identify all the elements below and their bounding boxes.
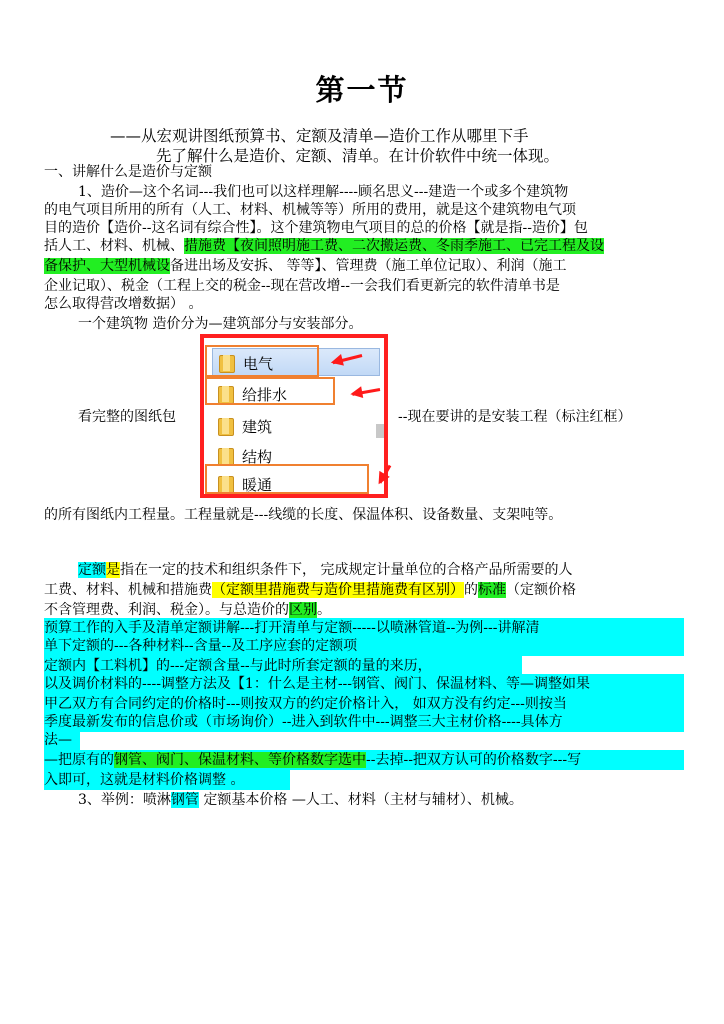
text-run: 括人工、材料、机械、 xyxy=(44,238,184,254)
folder-label: 结构 xyxy=(242,448,273,466)
folder-item-building[interactable] xyxy=(212,412,380,440)
highlight-green: 区别 xyxy=(289,602,317,618)
text-run: 定额基本价格 —人工、材料（主材与辅材）、机械。 xyxy=(198,792,523,808)
cyan-line: 定额内【工料机】的---定额含量--与此时所套定额的量的来历， xyxy=(44,656,522,676)
paragraph-line xyxy=(44,560,684,580)
cyan-line: 甲乙双方有合同约定的价格时---则按双方的约定价格计入， 如双方没有约定---则按当 xyxy=(44,694,684,714)
text-run: （定额价格 xyxy=(506,582,576,598)
highlight-cyan: 钢管 xyxy=(170,792,199,808)
subtitle-line-2: 先了解什么是造价、定额、清单。在计价软件中统一体现。 xyxy=(156,147,560,165)
cyan-line: 入即可，这就是材料价格调整 。 xyxy=(44,770,290,790)
highlight-box-plumbing xyxy=(205,377,335,405)
paragraph-line: 目的造价【造价--这名词有综合性】。这个建筑物电气项目的总的价格【就是指--造价】包 xyxy=(44,220,588,236)
highlight-green: 备保护、大型机械设 xyxy=(44,258,170,274)
highlight-box-electric xyxy=(205,345,319,377)
paragraph-line: 一个建筑物 造价分为—建筑部分与安装部分。 xyxy=(78,316,363,332)
folder-label: 建筑 xyxy=(242,418,273,436)
paragraph-line: --现在要讲的是安装工程（标注红框） xyxy=(398,409,632,425)
cyan-line: 季度最新发布的信息价或（市场询价）--进入到软件中---调整三大主材价格----具体方 xyxy=(44,712,684,732)
cyan-line: 法— xyxy=(44,730,80,750)
paragraph-line: 怎么取得营改增数据） 。 xyxy=(44,296,203,312)
cyan-line xyxy=(44,750,684,770)
paragraph-line xyxy=(44,580,684,600)
highlight-box-hvac xyxy=(205,464,369,494)
text-run: 3、举例：喷淋 xyxy=(78,792,171,808)
paragraph-line xyxy=(78,790,684,810)
page-title: 第一节 xyxy=(315,73,409,107)
scrollbar-thumb xyxy=(376,424,384,438)
highlight-yellow: 是 xyxy=(106,562,120,578)
cyan-line: 单下定额的---各种材料--含量--及工序应套的定额项 xyxy=(44,636,684,656)
subtitle-line-1: ——从宏观讲图纸预算书、定额及清单—造价工作从哪里下手 xyxy=(110,127,529,145)
paragraph-line: 看完整的图纸包 xyxy=(78,409,176,425)
text-run: 不含管理费、利润、税金）。与总造价的 xyxy=(44,602,289,618)
cyan-line: 预算工作的入手及清单定额讲解---打开清单与定额-----以喷淋管道--为例---讲解清 xyxy=(44,618,684,638)
folder-icon xyxy=(218,418,234,436)
text-run: —把原有的 xyxy=(44,752,114,768)
text-run: 的 xyxy=(464,582,478,598)
highlight-green: 标准 xyxy=(478,582,506,598)
highlight-green: 钢管、阀门、保温材料、等价格数字选中 xyxy=(114,752,366,768)
cyan-line: 以及调价材料的----调整方法及【1：什么是主材---钢管、阀门、保温材料、等—调整如果 xyxy=(44,674,684,694)
paragraph-line: 企业记取）、税金（工程上交的税金--现在营改增--一会我们看更新完的软件清单书是 xyxy=(44,278,560,294)
paragraph-line xyxy=(44,600,684,620)
paragraph-line xyxy=(44,256,684,276)
text-run: 指在一定的技术和组织条件下， 完成规定计量单位的合格产品所需要的人 xyxy=(120,562,573,578)
paragraph-line xyxy=(44,236,684,256)
text-run: --去掉--把双方认可的价格数字---写 xyxy=(366,752,582,768)
section-heading: 一、讲解什么是造价与定额 xyxy=(44,164,212,180)
text-run: 。 xyxy=(317,602,331,618)
text-run: 工费、材料、机械和措施费 xyxy=(44,582,212,598)
highlight-yellow: （定额里措施费与造价里措施费有区别） xyxy=(212,582,464,598)
paragraph-line: 1、造价—这个名词---我们也可以这样理解----顾名思义---建造一个或多个建筑物 xyxy=(78,184,569,200)
folder-label: 给排水 xyxy=(242,386,288,404)
folder-label: 电气 xyxy=(243,355,274,373)
highlight-cyan: 定额 xyxy=(78,562,106,578)
paragraph-line: 的所有图纸内工程量。工程量就是---线缆的长度、保温体积、设备数量、支架吨等。 xyxy=(44,507,563,523)
highlight-green: 措施费【夜间照明施工费、二次搬运费、冬雨季施工、已完工程及设 xyxy=(184,238,604,254)
paragraph-line: 的电气项目所用的所有（人工、材料、机械等等）所用的费用，就是这个建筑物电气项 xyxy=(44,202,576,218)
text-run: 备进出场及安拆、 等等】、管理费（施工单位记取）、利润（施工 xyxy=(170,258,567,274)
folder-label: 暖通 xyxy=(242,476,273,494)
